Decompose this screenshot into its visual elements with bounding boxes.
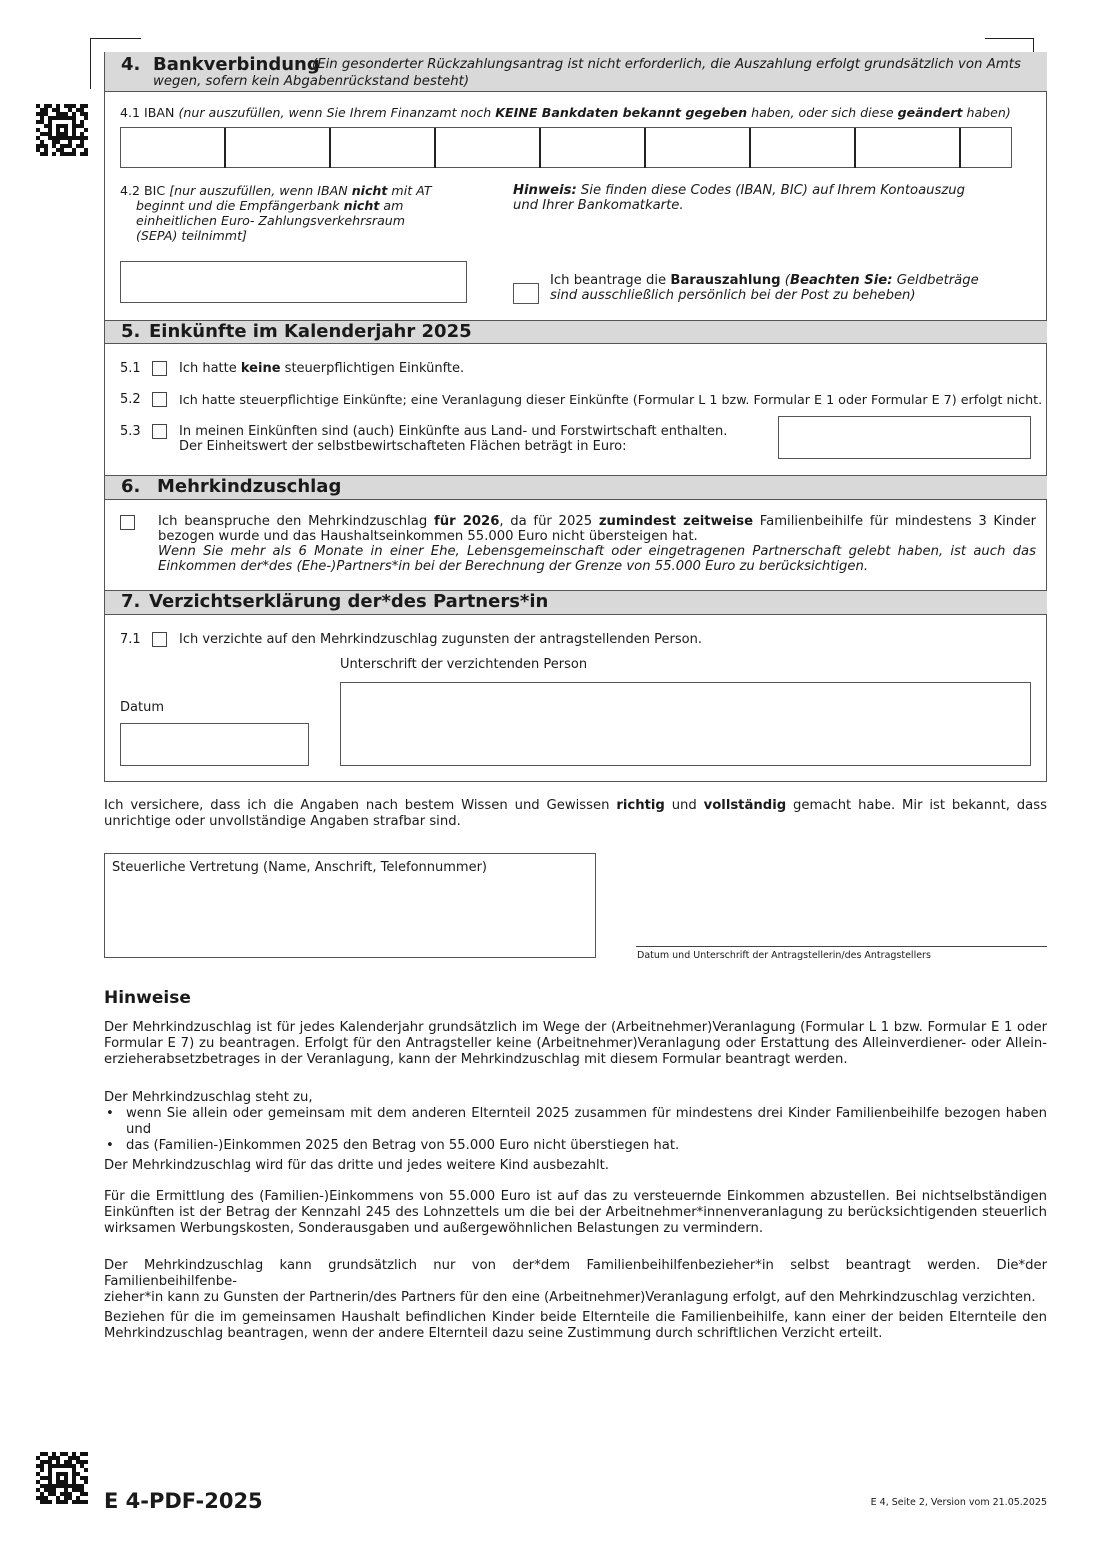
- item-5-3-label: [179, 424, 727, 454]
- item-5-2-number: 5.2: [120, 392, 141, 407]
- section-6-title: Mehrkindzuschlag: [157, 476, 342, 497]
- cash-attention-line2: sind ausschließlich persönlich bei der Post zu beheben): [550, 288, 916, 303]
- section-6-text: [158, 514, 1036, 574]
- iban-note-bold-2: geändert: [897, 105, 963, 120]
- item-5-3-line2: Der Einheitswert der selbstbewirtschafteten Flächen beträgt in Euro:: [179, 439, 627, 454]
- declaration-bold-complete: vollständig: [703, 798, 787, 813]
- tax-representation-field[interactable]: [104, 853, 596, 958]
- notes-paragraph-1: [104, 1020, 1047, 1068]
- taxable-income-checkbox[interactable]: [152, 392, 167, 407]
- section-7-number: 7.: [121, 591, 141, 612]
- iban-cell[interactable]: [541, 128, 646, 168]
- notes-p1-line: Formular E 7) zu beantragen. Erfolgt für den Antragsteller keine (Arbeitnehmer)Veranlagung oder Erstattung des Alleinverdiener- oder Allein-: [104, 1036, 1047, 1051]
- notes-paragraph-4: [104, 1189, 1047, 1237]
- section-5-number: 5.: [121, 321, 141, 342]
- iban-note-cont: haben, oder sich diese: [747, 105, 898, 120]
- iban-number: 4.1: [120, 105, 141, 120]
- form-id: E 4-PDF-2025: [104, 1489, 263, 1513]
- item-5-2-label: Ich hatte steuerpflichtige Einkünfte; eine Veranlagung dieser Einkünfte (Formular L 1 bzw. Formular E 1 oder Formular E 7) erfolgt nicht.: [179, 392, 1043, 407]
- hint-block: [513, 183, 965, 213]
- bic-label-block: [120, 183, 460, 243]
- section-4-subtitle-cont: wegen, sofern kein Abgabenrückstand besteht): [153, 74, 470, 89]
- iban-cell[interactable]: [436, 128, 541, 168]
- notes-paragraph-6: [104, 1310, 1047, 1342]
- notes-p4-line: Für die Ermittlung des (Familien-)Einkommens von 55.000 Euro ist auf das zu versteuernde Einkommen abzustellen. Bei nichtselbständigen: [104, 1189, 1047, 1204]
- section-6-number: 6.: [121, 476, 141, 497]
- applicant-signature-line[interactable]: [636, 946, 1047, 947]
- waiver-checkbox[interactable]: [152, 632, 167, 647]
- item-5-3-number: 5.3: [120, 424, 141, 439]
- hint-bold: Hinweis:: [513, 183, 577, 198]
- iban-note-end: haben): [962, 105, 1011, 120]
- agriculture-income-checkbox[interactable]: [152, 424, 167, 439]
- declaration-bold-correct: richtig: [616, 798, 665, 813]
- notes-p1-line: Der Mehrkindzuschlag ist für jedes Kalenderjahr grundsätzlich im Wege der (Arbeitnehmer)Veranlagung (Formular L 1 bzw. Formular E 1 oder: [104, 1020, 1047, 1035]
- notes-bullet: [104, 1106, 1047, 1138]
- hint-text: Sie finden diese Codes (IBAN, BIC) auf Ihrem Kontoauszug: [576, 183, 966, 198]
- section-4-title: Bankverbindung: [153, 54, 320, 75]
- qr-code-icon: [36, 104, 88, 156]
- cash-attention-text: Geldbeträge: [892, 273, 979, 288]
- section-6-bold-year: für 2026: [433, 514, 500, 529]
- bic-note-line4: (SEPA) teilnimmt]: [136, 228, 247, 243]
- bic-note-line2: beginnt und die Empfängerbank: [136, 198, 344, 213]
- bic-note-line2-end: am: [379, 198, 404, 213]
- declaration-text-end: gemacht habe. Mir ist bekannt, dass: [786, 798, 1047, 813]
- declaration-and: und: [664, 798, 704, 813]
- section-4-header: [105, 52, 1047, 92]
- section-6-line1-cont: , da für 2025: [499, 514, 599, 529]
- bic-label: BIC: [144, 183, 166, 198]
- bic-note-cont: mit AT: [387, 183, 432, 198]
- bic-input[interactable]: [120, 261, 467, 303]
- notes-bullet: [104, 1138, 1047, 1154]
- bullet-dot-icon: •: [106, 1138, 114, 1153]
- iban-cell[interactable]: [646, 128, 751, 168]
- iban-cell[interactable]: [751, 128, 856, 168]
- item-5-1-number: 5.1: [120, 361, 141, 376]
- item-5-1-label: [179, 361, 464, 376]
- section-4-number: 4.: [121, 54, 141, 75]
- declaration-text: Ich versichere, dass ich die Angaben nach bestem Wissen und Gewissen: [104, 798, 617, 813]
- iban-note: (nur auszufüllen, wenn Sie Ihrem Finanzamt noch: [178, 105, 496, 120]
- iban-label: IBAN: [144, 105, 175, 120]
- waiver-signature-field[interactable]: [340, 682, 1031, 766]
- iban-input[interactable]: [120, 127, 1012, 168]
- section-6-bold-temporary: zumindest zeitweise: [598, 514, 754, 529]
- unit-value-input[interactable]: [778, 416, 1031, 459]
- notes-paragraph-5: [104, 1258, 1047, 1306]
- notes-p4-line: Einkünften ist der Betrag der Kennzahl 245 des Lohnzettels um die bei der Arbeitnehmer*innenveranlagung zu berücksichtigenden steuerlich: [104, 1205, 1047, 1220]
- waiver-label: Ich verzichte auf den Mehrkindzuschlag zugunsten der antragstellenden Person.: [179, 632, 702, 647]
- cash-text: Ich beantrage die: [550, 273, 671, 288]
- notes-p6-line: Mehrkindzuschlag beantragen, wenn der andere Elternteil dazu seine Zustimmung durch schriftlichen Verzicht erteilt.: [104, 1326, 883, 1341]
- notes-p2-intro: Der Mehrkindzuschlag steht zu,: [104, 1090, 313, 1105]
- date-label: Datum: [120, 700, 164, 715]
- cash-payout-checkbox[interactable]: [513, 283, 539, 304]
- no-income-checkbox[interactable]: [152, 361, 167, 376]
- iban-cell[interactable]: [331, 128, 436, 168]
- notes-bullet-text: wenn Sie allein oder gemeinsam mit dem anderen Elternteil 2025 zusammen für mindestens drei Kinder Familienbeihilfe bezogen haben und: [126, 1106, 1047, 1137]
- item-5-1-bold: keine: [240, 361, 281, 376]
- bic-note: [nur auszufüllen, wenn IBAN: [169, 183, 352, 198]
- notes-p5-line: zieher*in kann zu Gunsten der Partnerin/des Partners für den eine (Arbeitnehmer)Veranlagung erfolgt, auf den Mehrkindzuschlag verzichten.: [104, 1290, 1036, 1305]
- cash-paren: (: [780, 273, 790, 288]
- section-6-line1-end: Familienbeihilfe für mindestens 3 Kinder: [753, 514, 1036, 529]
- notes-paragraph-3: Der Mehrkindzuschlag wird für das dritte und jedes weitere Kind ausbezahlt.: [104, 1158, 609, 1173]
- applicant-signature-label: Datum und Unterschrift der Antragstellerin/des Antragstellers: [637, 950, 931, 961]
- bic-note-bold: nicht: [351, 183, 388, 198]
- item-5-1-text: Ich hatte: [179, 361, 241, 376]
- notes-paragraph-2: [104, 1090, 1047, 1154]
- date-input[interactable]: [120, 723, 309, 766]
- iban-cell[interactable]: [856, 128, 961, 168]
- declaration: [104, 798, 1047, 830]
- section-6-line4: Einkommen der*des (Ehe-)Partners*in bei der Berechnung der Grenze von 55.000 Euro zu berücksichtigen.: [158, 559, 869, 574]
- section-4-subtitle: (Ein gesonderter Rückzahlungsantrag ist nicht erforderlich, die Auszahlung erfolgt grundsätzlich von Amts: [312, 57, 1021, 72]
- section-7-header: [105, 590, 1047, 615]
- iban-note-bold: KEINE Bankdaten bekannt gegeben: [495, 105, 748, 120]
- item-5-1-text-end: steuerpflichtigen Einkünfte.: [280, 361, 465, 376]
- notes-p6-line: Beziehen für die im gemeinsamen Haushalt befindlichen Kinder beide Elternteile die Familienbeihilfe, kann einer der beiden Elternteile den: [104, 1310, 1047, 1325]
- form-version: E 4, Seite 2, Version vom 21.05.2025: [870, 1497, 1047, 1508]
- cash-payout-label: [550, 273, 979, 303]
- cash-attention-bold: Beachten Sie:: [789, 273, 893, 288]
- section-6-line1: Ich beanspruche den Mehrkindzuschlag: [158, 514, 434, 529]
- declaration-line2: unrichtige oder unvollständige Angaben strafbar sind.: [104, 814, 461, 829]
- notes-title: Hinweise: [104, 988, 191, 1008]
- notes-p1-line: erzieherabsetzbetrages in der Veranlagung, kann der Mehrkindzuschlag mit diesem Formular beantragt werden.: [104, 1052, 848, 1067]
- multi-child-supplement-checkbox[interactable]: [120, 515, 135, 530]
- notes-p4-line: wirksamen Werbungskosten, Sonderausgaben und außergewöhnlichen Belastungen zu vermindern.: [104, 1221, 764, 1236]
- notes-p5-line: Der Mehrkindzuschlag kann grundsätzlich nur von der*dem Familienbeihilfenbezieher*in selbst beantragt werden. Die*der Familienbeihilfenbe-: [104, 1258, 1047, 1289]
- item-7-1-number: 7.1: [120, 632, 141, 647]
- iban-cell[interactable]: [121, 128, 226, 168]
- cash-text-bold: Barauszahlung: [670, 273, 781, 288]
- iban-label-line: [120, 105, 1011, 120]
- iban-cell[interactable]: [226, 128, 331, 168]
- waiver-signature-label: Unterschrift der verzichtenden Person: [340, 657, 588, 672]
- notes-bullet-text: das (Familien-)Einkommen 2025 den Betrag von 55.000 Euro nicht überstiegen hat.: [126, 1138, 680, 1153]
- bic-number: 4.2: [120, 183, 141, 198]
- item-5-3-line1: In meinen Einkünften sind (auch) Einkünfte aus Land- und Forstwirtschaft enthalten.: [179, 424, 728, 439]
- bic-note-line3: einheitlichen Euro- Zahlungsverkehrsraum: [136, 213, 406, 228]
- bullet-dot-icon: •: [106, 1106, 114, 1121]
- hint-text-line2: und Ihrer Bankomatkarte.: [513, 198, 684, 213]
- section-7-title: Verzichtserklärung der*des Partners*in: [149, 591, 549, 612]
- bic-note-bold-2: nicht: [343, 198, 380, 213]
- section-5-header: [105, 320, 1047, 344]
- item-5-1: [120, 361, 141, 376]
- tax-representation-label: Steuerliche Vertretung (Name, Anschrift, Telefonnummer): [112, 860, 487, 875]
- section-6-line2: bezogen wurde und das Haushaltseinkommen 55.000 Euro nicht übersteigen hat.: [158, 529, 698, 544]
- section-5-title: Einkünfte im Kalenderjahr 2025: [149, 321, 472, 342]
- section-6-line3: Wenn Sie mehr als 6 Monate in einer Ehe, Lebensgemeinschaft oder eingetragenen Partnerschaft gelebt haben, ist auch das: [158, 544, 1036, 559]
- qr-code-icon: [36, 1452, 88, 1504]
- section-6-header: [105, 475, 1047, 500]
